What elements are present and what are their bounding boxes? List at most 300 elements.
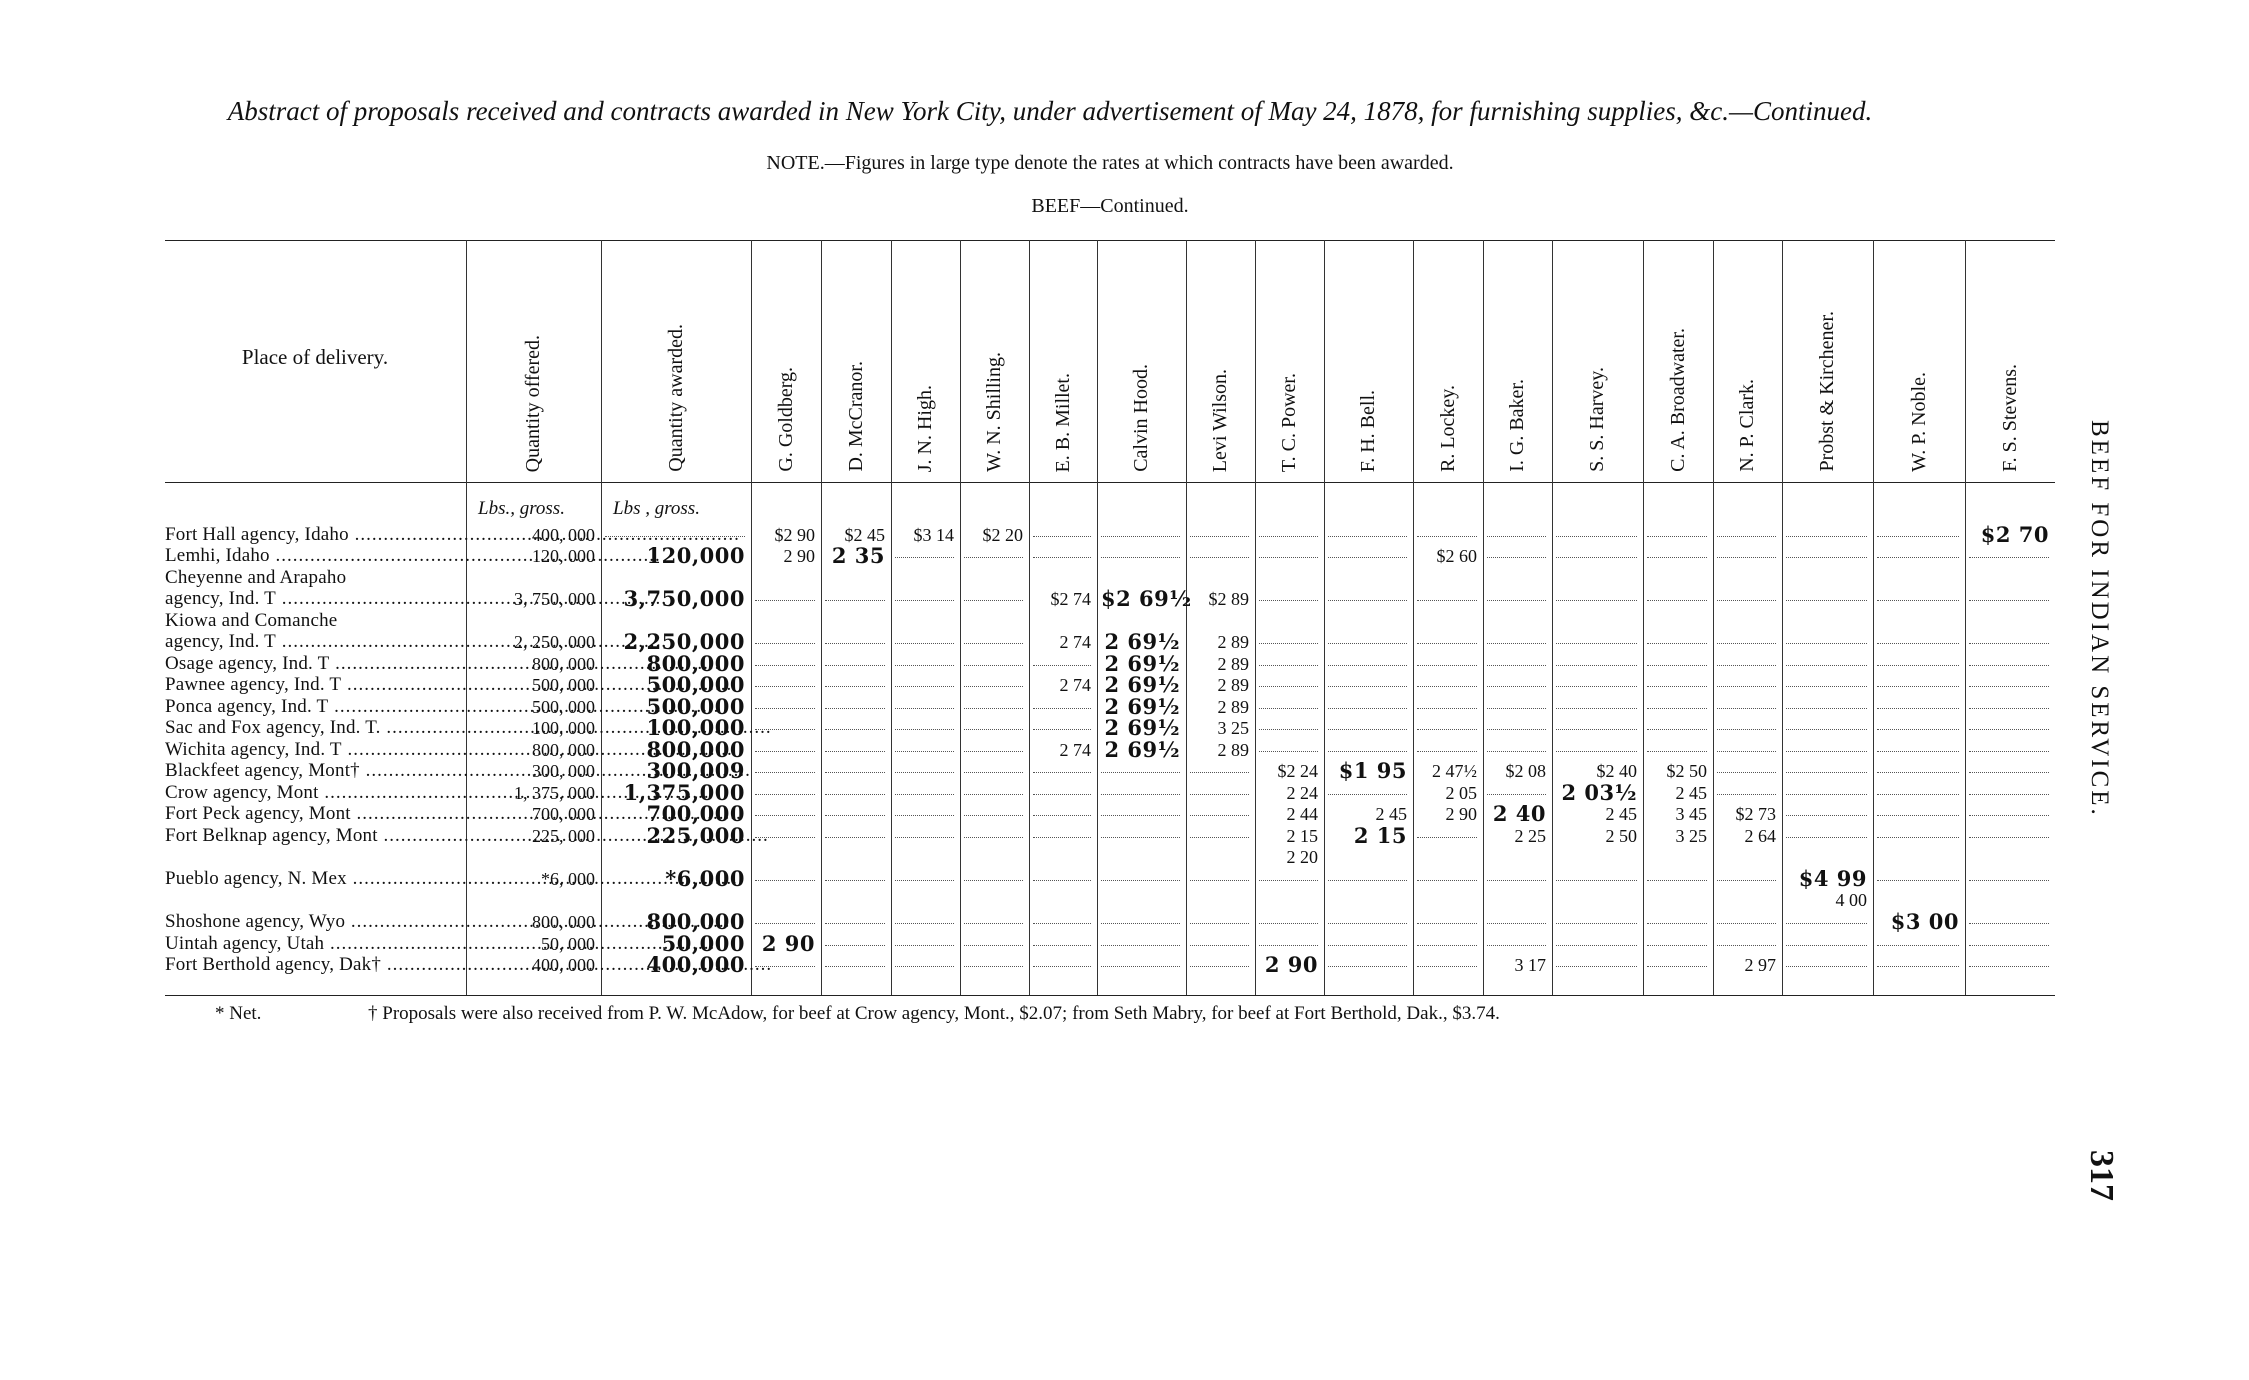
bid-cell: [1556, 911, 1637, 924]
bid-cell: [1190, 524, 1249, 537]
bid-cell: [1877, 717, 1959, 730]
column-header: [1483, 252, 1552, 472]
bid-cell: [1487, 545, 1546, 558]
quantity-offered: 1, 375, 000: [514, 783, 595, 803]
bid-cell: 2 74: [1059, 740, 1091, 760]
page-number: 317: [2083, 1150, 2120, 1201]
bid-cell: [755, 739, 815, 752]
bid-cell: [1877, 696, 1959, 709]
table-row: [165, 954, 2055, 976]
bid-cell: [1101, 911, 1180, 924]
bid-cell: 2 89: [1217, 675, 1249, 695]
bid-cell: [1717, 911, 1776, 924]
bid-cell: [1033, 825, 1091, 838]
bid-cell: [1259, 653, 1318, 666]
bid-cell: 2 90: [783, 546, 815, 566]
quantity-awarded: 225,000: [646, 823, 745, 848]
bid-cell: [1877, 954, 1959, 967]
bid-cell: [1417, 954, 1477, 967]
place-of-delivery: Pueblo agency, N. Mex .....: [165, 868, 463, 890]
column-header: [891, 252, 960, 472]
bid-cell: [1259, 933, 1318, 946]
bid-cell: $2 60: [1436, 546, 1477, 566]
bid-cell: [1417, 717, 1477, 730]
bid-cell: [825, 933, 885, 946]
column-header: [466, 252, 601, 472]
bid-cell: $2 69½: [1101, 586, 1192, 611]
table-row: [165, 911, 2055, 933]
quantity-awarded: 800,000: [646, 651, 745, 676]
quantity-offered: 400, 000: [532, 955, 595, 975]
place-of-delivery: agency, Ind. T .....: [165, 631, 463, 653]
bid-cell: 2 90: [1445, 804, 1477, 824]
bid-cell: [1647, 631, 1707, 644]
place-of-delivery: Fort Hall agency, Idaho .....: [165, 524, 463, 546]
table-row: [165, 545, 2055, 567]
bid-cell: 2 50: [1605, 826, 1637, 846]
bid-cell: [1487, 782, 1546, 795]
bid-cell: 2 89: [1217, 632, 1249, 652]
bid-cell: 2 90: [761, 931, 815, 956]
bid-cell: [964, 911, 1023, 924]
bid-cell: [1556, 524, 1637, 537]
place-of-delivery: Cheyenne and Arapaho: [165, 567, 347, 588]
bid-cell: [1101, 545, 1180, 558]
bid-cell: [1969, 696, 2049, 709]
column-header-label: Calvin Hood.: [1130, 364, 1152, 472]
bid-cell: [1786, 782, 1867, 795]
bid-cell: [755, 588, 815, 601]
bid-cell: [1259, 717, 1318, 730]
quantity-awarded: 50,000: [661, 931, 745, 956]
bid-cell: 2 05: [1445, 783, 1477, 803]
column-header-label: R. Lockey.: [1436, 384, 1459, 472]
bid-cell: [895, 588, 954, 601]
bid-cell: [964, 717, 1023, 730]
bid-cell: [1647, 911, 1707, 924]
bid-cell: [1487, 739, 1546, 752]
bid-cell: [1101, 933, 1180, 946]
table-top-rule: [165, 240, 2055, 241]
bid-cell: [895, 545, 954, 558]
bid-cell: [1033, 803, 1091, 816]
bid-cell: [1647, 954, 1707, 967]
bid-cell: $4 99: [1798, 866, 1867, 891]
bid-cell: [755, 803, 815, 816]
bid-cell: 2 24: [1286, 783, 1318, 803]
bid-cell: [1969, 933, 2049, 946]
bid-cell: 2 20: [1286, 847, 1318, 867]
bid-cell: 2 64: [1744, 826, 1776, 846]
bid-cell: [1328, 933, 1407, 946]
bid-cell: [1717, 588, 1776, 601]
bid-cell: [1969, 825, 2049, 838]
bid-cell: [1417, 653, 1477, 666]
bid-cell: [755, 653, 815, 666]
column-header: [821, 252, 891, 472]
quantity-awarded: 300,009: [646, 758, 745, 783]
bid-cell: [1717, 717, 1776, 730]
column-header-label: G. Goldberg.: [774, 367, 797, 472]
column-header-label: C. A. Broadwater.: [1666, 328, 1689, 472]
bid-cell: [825, 739, 885, 752]
quantity-awarded: 2,250,000: [623, 629, 745, 654]
bid-cell: [1101, 868, 1180, 881]
bid-cell: $2 70: [1980, 522, 2049, 547]
table-row: [165, 803, 2055, 825]
bid-cell: [1259, 696, 1318, 709]
quantity-awarded: 100,000: [646, 715, 745, 740]
bid-cell: [755, 911, 815, 924]
bid-cell: [1259, 588, 1318, 601]
bid-cell: [1786, 825, 1867, 838]
bid-cell: [964, 653, 1023, 666]
bid-cell: [1259, 739, 1318, 752]
bid-cell: [1487, 631, 1546, 644]
footnote-dagger: † Proposals were also received from P. W. McAdow, for beef at Crow agency, Mont., $2.07; from Seth Mabry, for beef at Fort Berthold, Dak., $3.74.: [368, 1003, 1500, 1024]
quantity-offered: 120, 000: [532, 546, 595, 566]
bid-cell: [1717, 674, 1776, 687]
bid-cell: [1259, 545, 1318, 558]
bid-cell: [825, 868, 885, 881]
bid-cell: [964, 588, 1023, 601]
bid-cell: [1328, 696, 1407, 709]
bid-cell: [1556, 696, 1637, 709]
column-header-label: Quantity awarded.: [664, 324, 687, 472]
bid-cell: [1259, 911, 1318, 924]
quantity-offered: 100, 000: [532, 718, 595, 738]
bid-cell: [964, 803, 1023, 816]
bid-cell: [1328, 545, 1407, 558]
bid-cell: [895, 933, 954, 946]
column-header-label: W. N. Shilling.: [983, 352, 1005, 472]
place-of-delivery: Uintah agency, Utah .....: [165, 933, 463, 955]
bid-cell: [1033, 524, 1091, 537]
bid-cell: [1417, 868, 1477, 881]
bid-cell: 2 69½: [1104, 651, 1180, 676]
bid-cell: [825, 653, 885, 666]
bid-cell: [1487, 524, 1546, 537]
bid-cell: [1969, 545, 2049, 558]
bid-cell: [825, 760, 885, 773]
bid-cell: [1101, 803, 1180, 816]
units-label: Lbs., gross.: [478, 498, 565, 519]
quantity-awarded: 400,000: [646, 952, 745, 977]
bid-cell: [1647, 653, 1707, 666]
bid-cell: $2 73: [1735, 804, 1776, 824]
bid-cell: [1969, 717, 2049, 730]
bid-cell: [1556, 545, 1637, 558]
column-header-label: D. McCranor.: [844, 361, 867, 472]
bid-cell: [1190, 933, 1249, 946]
bid-cell: [1328, 674, 1407, 687]
bid-cell: [964, 760, 1023, 773]
bid-cell: [1717, 653, 1776, 666]
bid-cell: [1717, 868, 1776, 881]
quantity-offered: *6, 000: [541, 869, 595, 889]
bid-cell: [895, 717, 954, 730]
bid-cell: [1190, 911, 1249, 924]
bid-cell: [1969, 739, 2049, 752]
bid-cell: 3 45: [1675, 804, 1707, 824]
bid-cell: 2 45: [1605, 804, 1637, 824]
bid-cell: [1328, 653, 1407, 666]
place-of-delivery: Crow agency, Mont .....: [165, 782, 463, 804]
column-header-label: S. S. Harvey.: [1586, 367, 1608, 472]
bid-cell: [1786, 954, 1867, 967]
quantity-awarded: 500,000: [646, 694, 745, 719]
quantity-offered: 400, 000: [532, 525, 595, 545]
bid-cell: [1556, 653, 1637, 666]
table-row: [165, 889, 2055, 911]
bid-cell: [1877, 933, 1959, 946]
bid-cell: [1969, 803, 2049, 816]
bid-cell: 3 17: [1514, 955, 1546, 975]
bid-cell: [755, 825, 815, 838]
bid-cell: [1877, 524, 1959, 537]
bid-cell: [1969, 588, 2049, 601]
bid-cell: 2 03½: [1561, 780, 1637, 805]
bid-cell: [895, 631, 954, 644]
quantity-awarded: 1,375,000: [623, 780, 745, 805]
bid-cell: [1877, 631, 1959, 644]
bid-cell: [1328, 524, 1407, 537]
bid-cell: 3 25: [1217, 718, 1249, 738]
column-header-label: T. C. Power.: [1278, 372, 1300, 472]
bid-cell: [1101, 825, 1180, 838]
bid-cell: [1417, 674, 1477, 687]
bid-cell: 2 69½: [1104, 694, 1180, 719]
bid-cell: [1259, 868, 1318, 881]
bid-cell: [1786, 588, 1867, 601]
place-of-delivery: Kiowa and Comanche: [165, 610, 338, 631]
quantity-awarded: [605, 524, 745, 537]
bid-cell: [1190, 760, 1249, 773]
bid-cell: [1101, 954, 1180, 967]
bid-cell: [964, 739, 1023, 752]
table-row: [165, 933, 2055, 955]
quantity-offered: 2, 250, 000: [514, 632, 595, 652]
bid-cell: [964, 954, 1023, 967]
bid-cell: [1033, 653, 1091, 666]
bid-cell: [1969, 868, 2049, 881]
bid-cell: [1717, 739, 1776, 752]
bid-cell: 2 45: [1375, 804, 1407, 824]
bid-cell: $2 45: [844, 525, 885, 545]
place-of-delivery: Pawnee agency, Ind. T .....: [165, 674, 463, 696]
bid-cell: $2 50: [1666, 761, 1707, 781]
bid-cell: [755, 782, 815, 795]
bid-cell: [825, 717, 885, 730]
bid-cell: 2 69½: [1104, 672, 1180, 697]
bid-cell: [1487, 674, 1546, 687]
table-row: [165, 631, 2055, 653]
bid-cell: [1877, 739, 1959, 752]
place-of-delivery: Blackfeet agency, Mont† .....: [165, 760, 463, 782]
bid-cell: [1556, 954, 1637, 967]
column-header-label: F. H. Bell.: [1357, 389, 1379, 472]
place-of-delivery: Ponca agency, Ind. T .....: [165, 696, 463, 718]
bid-cell: [1877, 868, 1959, 881]
page-title: Abstract of proposals received and contracts awarded in New York City, under advertisement of May 24, 1878, for furnishing supplies, &c.—Continued.: [227, 96, 1873, 126]
column-header: [1029, 252, 1097, 472]
bid-cell: $1 95: [1338, 758, 1407, 783]
column-header: [1643, 252, 1713, 472]
bid-cell: [755, 717, 815, 730]
column-header: [1097, 252, 1186, 472]
bid-cell: [1190, 954, 1249, 967]
column-header: [1186, 252, 1255, 472]
units-label: Lbs , gross.: [613, 498, 700, 519]
bid-cell: [1786, 739, 1867, 752]
bid-cell: $3 14: [913, 525, 954, 545]
quantity-awarded: 800,000: [646, 909, 745, 934]
bid-cell: 2 15: [1286, 826, 1318, 846]
bid-cell: [964, 631, 1023, 644]
bid-cell: [1190, 545, 1249, 558]
bid-cell: [1786, 717, 1867, 730]
bid-cell: [1417, 524, 1477, 537]
bid-cell: [1101, 524, 1180, 537]
bid-cell: [1717, 782, 1776, 795]
bid-cell: [1328, 588, 1407, 601]
bid-cell: 2 90: [1264, 952, 1318, 977]
bid-cell: $2 89: [1208, 589, 1249, 609]
bid-cell: [964, 545, 1023, 558]
bid-cell: [755, 674, 815, 687]
bid-cell: [1417, 696, 1477, 709]
bid-cell: [1556, 674, 1637, 687]
table-row: [165, 868, 2055, 890]
bid-cell: $2 90: [774, 525, 815, 545]
column-header: [1324, 252, 1413, 472]
bid-cell: [895, 674, 954, 687]
bid-cell: 2 97: [1744, 955, 1776, 975]
quantity-offered: 3, 750, 000: [514, 589, 595, 609]
subheading: BEEF—Continued.: [1031, 195, 1189, 217]
bid-cell: [1487, 868, 1546, 881]
bid-cell: [825, 674, 885, 687]
table-row: [165, 825, 2055, 847]
note: NOTE.—Figures in large type denote the rates at which contracts have been awarded.: [766, 152, 1454, 174]
header-rule: [165, 482, 2055, 483]
quantity-offered: 800, 000: [532, 654, 595, 674]
bid-cell: [1328, 954, 1407, 967]
bid-cell: [1877, 760, 1959, 773]
column-header: [1413, 252, 1483, 472]
bid-cell: [1033, 696, 1091, 709]
bid-cell: [1259, 674, 1318, 687]
bid-cell: [895, 825, 954, 838]
column-header: [1255, 252, 1324, 472]
bid-cell: [825, 631, 885, 644]
bid-cell: [1101, 760, 1180, 773]
bid-cell: [895, 782, 954, 795]
bid-cell: [1101, 782, 1180, 795]
quantity-offered: 500, 000: [532, 675, 595, 695]
table-row: [165, 717, 2055, 739]
bid-cell: [755, 868, 815, 881]
bid-cell: [964, 933, 1023, 946]
bid-cell: [1328, 782, 1407, 795]
bid-cell: [1647, 717, 1707, 730]
bid-cell: [1417, 739, 1477, 752]
column-header-label: Probst & Kirchener.: [1816, 311, 1838, 472]
column-header: [601, 252, 751, 472]
table-row: [165, 588, 2055, 610]
bid-cell: [1877, 782, 1959, 795]
place-of-delivery: Shoshone agency, Wyo .....: [165, 911, 463, 933]
bid-cell: [1786, 933, 1867, 946]
place-header: Place of delivery.: [241, 345, 389, 369]
column-header-label: Levi Wilson.: [1209, 368, 1231, 472]
bid-cell: [1556, 868, 1637, 881]
table-row: [165, 739, 2055, 761]
bid-cell: [895, 739, 954, 752]
bid-cell: [1033, 868, 1091, 881]
bid-cell: [1190, 825, 1249, 838]
column-header: [960, 252, 1029, 472]
bid-cell: [964, 674, 1023, 687]
quantity-awarded: 500,000: [646, 672, 745, 697]
bid-cell: [1417, 911, 1477, 924]
bid-cell: $2 40: [1596, 761, 1637, 781]
bid-cell: 2 89: [1217, 740, 1249, 760]
column-header: [1965, 252, 2055, 472]
column-header-label: E. B. Millet.: [1051, 372, 1074, 472]
bid-cell: [895, 653, 954, 666]
bid-cell: [1487, 696, 1546, 709]
bid-cell: [1259, 631, 1318, 644]
bid-cell: [895, 868, 954, 881]
place-of-delivery: Fort Belknap agency, Mont .....: [165, 825, 463, 847]
bid-cell: 2 15: [1353, 823, 1407, 848]
bid-cell: [1190, 782, 1249, 795]
column-header: [1873, 252, 1965, 472]
bid-cell: [825, 803, 885, 816]
bid-cell: [1717, 524, 1776, 537]
bid-cell: [1417, 825, 1477, 838]
quantity-awarded: *6,000: [665, 866, 745, 891]
bid-cell: [755, 631, 815, 644]
bid-cell: [1417, 588, 1477, 601]
quantity-offered: 300, 000: [532, 761, 595, 781]
bid-cell: [1647, 868, 1707, 881]
bid-cell: [1033, 545, 1091, 558]
bid-cell: [825, 588, 885, 601]
bid-cell: [825, 825, 885, 838]
bid-cell: [1786, 911, 1867, 924]
bid-cell: [1717, 933, 1776, 946]
column-header-label: N. P. Clark.: [1736, 379, 1758, 472]
bid-cell: [964, 825, 1023, 838]
bid-cell: 2 89: [1217, 654, 1249, 674]
bid-cell: [1786, 696, 1867, 709]
bid-cell: [1328, 631, 1407, 644]
bid-cell: [1786, 760, 1867, 773]
column-header-label: J. N. High.: [914, 384, 936, 472]
bid-cell: [1786, 631, 1867, 644]
bid-cell: [1969, 782, 2049, 795]
bid-cell: [825, 782, 885, 795]
bid-cell: [1556, 631, 1637, 644]
column-header: [1713, 252, 1782, 472]
bid-cell: [895, 760, 954, 773]
quantity-offered: 700, 000: [532, 804, 595, 824]
bid-cell: $2 08: [1505, 761, 1546, 781]
place-of-delivery: Lemhi, Idaho .....: [165, 545, 463, 567]
bid-cell: [1969, 760, 2049, 773]
